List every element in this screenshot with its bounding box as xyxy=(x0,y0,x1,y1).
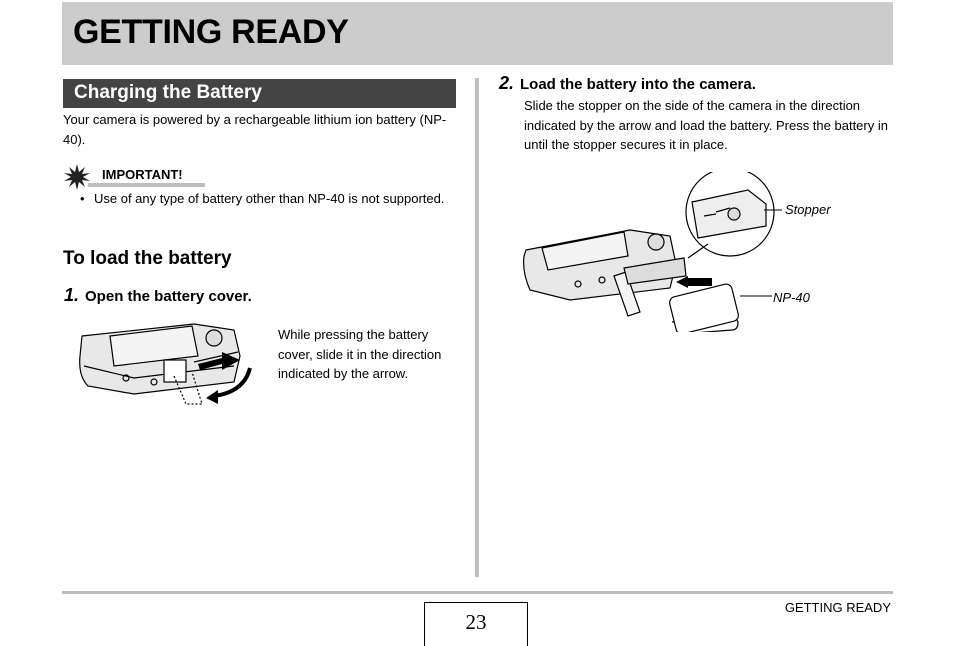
intro-text: Your camera is powered by a rechargeable lithium ion battery (NP-40). xyxy=(63,112,447,147)
subheading: To load the battery xyxy=(63,248,232,269)
battery-cover-illustration xyxy=(74,316,260,414)
bullet-dot-icon: • xyxy=(80,191,85,206)
stopper-callout: Stopper xyxy=(785,202,831,217)
step-2-description: Slide the stopper on the side of the camera in the direction indicated by the arrow and load the battery. Press the battery in until the stopper secures it in place. xyxy=(524,98,888,152)
step-title: Load the battery into the camera. xyxy=(520,76,756,93)
step-title: Open the battery cover. xyxy=(85,288,252,305)
step-1-description: While pressing the battery cover, slide it in the direction indicated by the arrow. xyxy=(278,327,442,381)
battery-load-illustration xyxy=(520,172,820,332)
step-number: 2. xyxy=(499,73,515,93)
footer-section-label: GETTING READY xyxy=(784,600,891,615)
starburst-icon xyxy=(64,164,90,190)
footer-rule xyxy=(62,591,893,594)
step-number: 1. xyxy=(64,285,80,305)
step-2-heading xyxy=(499,73,756,94)
important-underline xyxy=(88,183,205,187)
column-divider xyxy=(475,78,479,577)
step-1-heading xyxy=(64,285,252,306)
battery-callout: NP-40 xyxy=(773,290,810,305)
important-label: IMPORTANT! xyxy=(102,167,183,182)
bullet-text: Use of any type of battery other than NP-40 is not supported. xyxy=(94,191,445,206)
page-number: 23 xyxy=(424,602,528,646)
section-title-bar xyxy=(63,79,456,108)
important-bullet xyxy=(80,189,450,209)
page-title: GETTING READY xyxy=(73,13,349,51)
section-title: Charging the Battery xyxy=(74,82,262,103)
